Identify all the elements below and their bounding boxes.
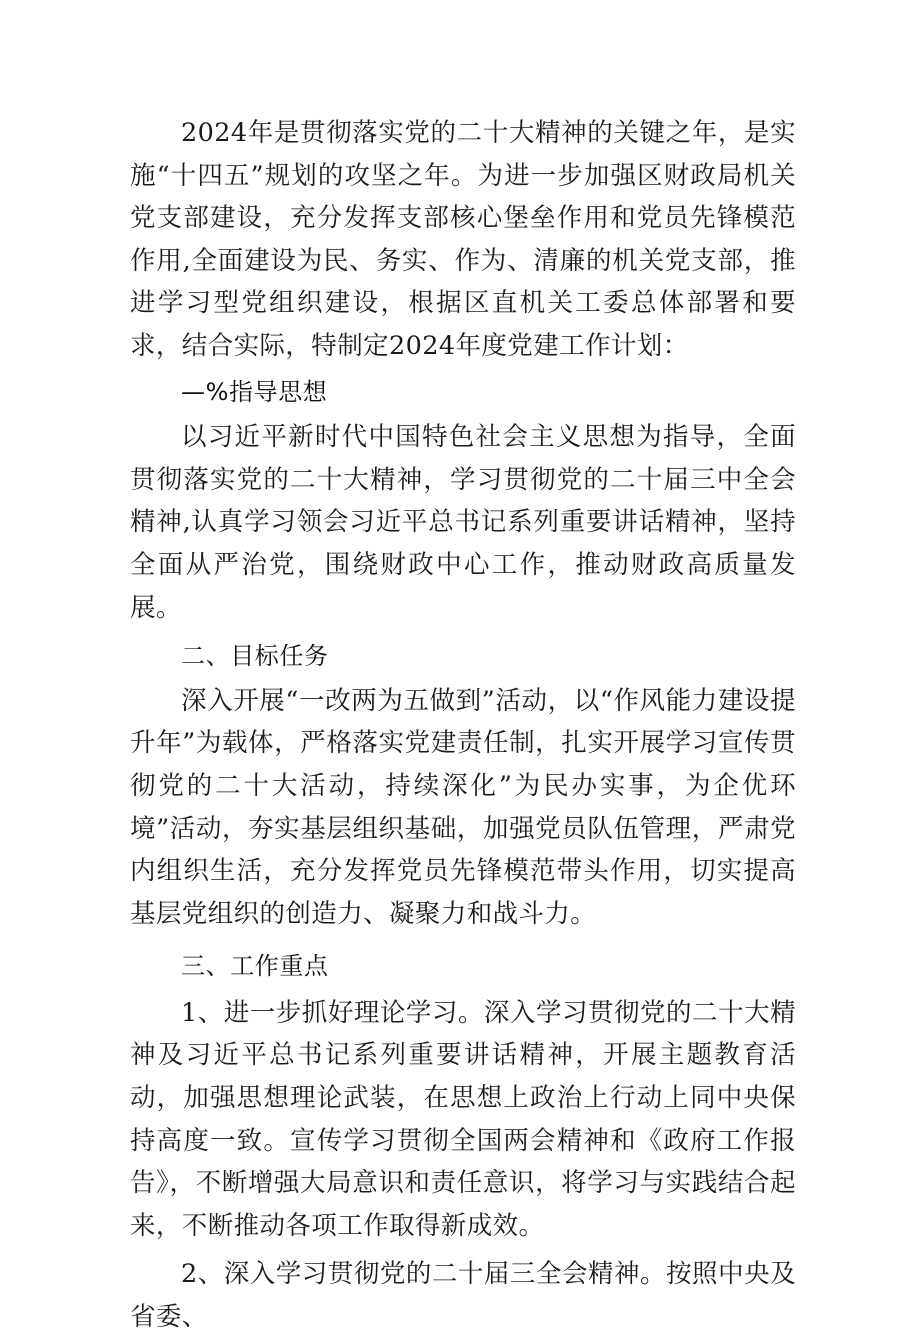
goals-paragraph: 深入开展“一改两为五做到”活动，以“作风能力建设提升年”为载体，严格落实党建责任制，扎实开展学习宣传贯彻党的二十大活动，持续深化”为民办实事，为企优环境”活动，夯实基层组织基础，加强党员队伍管理，严肃党内组织生活，充分发挥党员先锋模范带头作用，切实提高基层党组织的创造力、凝聚力和战斗力。 [130, 685, 796, 929]
guiding-thought-paragraph: 以习近平新时代中国特色社会主义思想为指导，全面贯彻落实党的二十大精神，学习贯彻党的二十届三中全会精神,认真学习领会习近平总书记系列重要讲话精神，坚持全面从严治党，围绕财政中心工作，推动财政高质量发展。 [130, 422, 796, 623]
work-focus-item-2: 2、深入学习贯彻党的二十届三全会精神。按照中央及省委、 [130, 1259, 796, 1333]
work-focus-item-1: 1、进一步抓好理论学习。深入学习贯彻党的二十大精神及习近平总书记系列重要讲话精神，开展主题教育活动，加强思想理论武装，在思想上政治上行动上同中央保持高度一致。宣传学习贯彻全国两会精神和《政府工作报告》，不断增强大局意识和责任意识，将学习与实践结合起来，不断推动各项工作取得新成效。 [130, 997, 796, 1241]
section-heading-work-focus: 三、工作重点 [181, 952, 329, 981]
section-heading-goals: 二、目标任务 [181, 642, 329, 671]
intro-paragraph: 2024年是贯彻落实党的二十大精神的关键之年，是实施“十四五”规划的攻坚之年。为进一步加强区财政局机关党支部建设，充分发挥支部核心堡垒作用和党员先锋模范作用,全面建设为民、务实、作为、清廉的机关党支部，推进学习型党组织建设，根据区直机关工委总体部署和要求，结合实际，特制定2024年度党建工作计划： [130, 118, 796, 361]
section-heading-guiding-thought: —%指导思想 [181, 377, 328, 406]
document-page [130, 112, 796, 1339]
